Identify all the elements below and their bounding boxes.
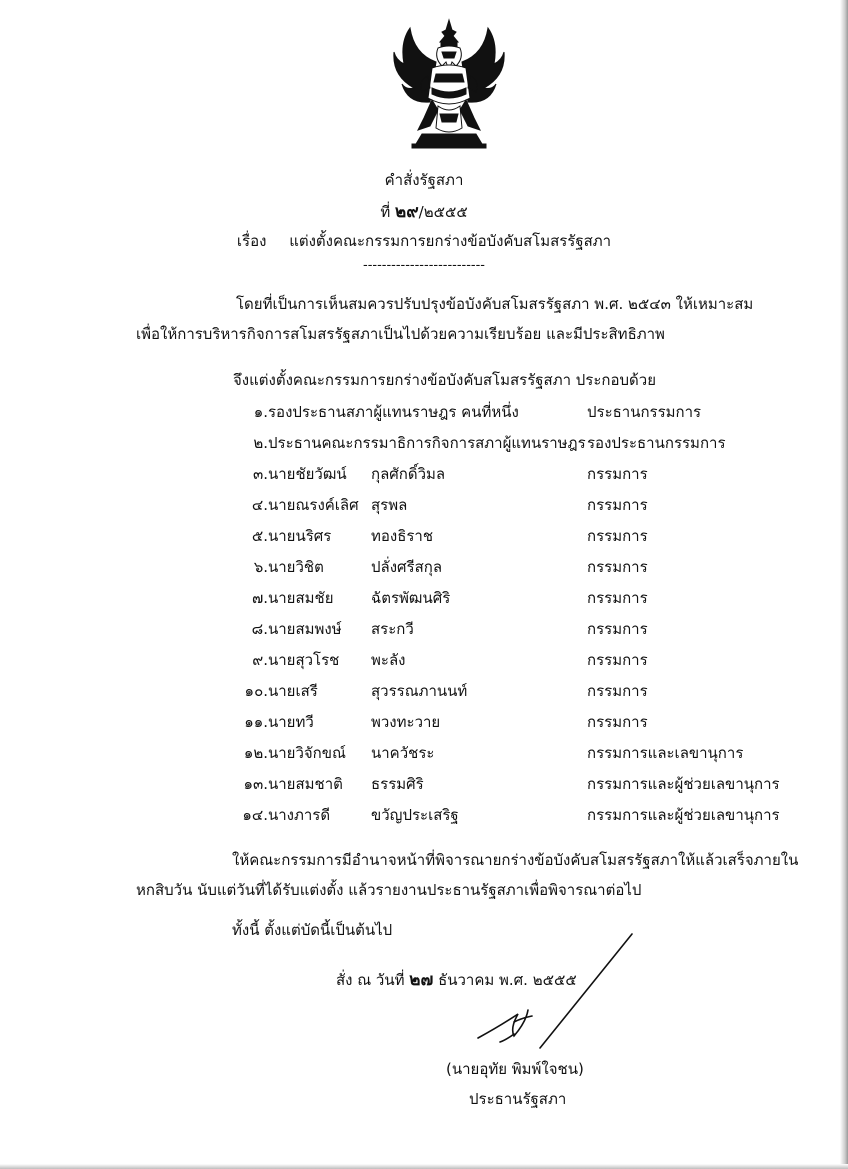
paragraph-3-line-2: หกสิบวัน นับแต่วันที่ได้รับแต่งตั้ง แล้วรายงานประธานรัฐสภาเพื่อพิจารณาต่อไป [136,881,642,899]
member-row [0,803,848,829]
paragraph-1-line-1: โดยที่เป็นการเห็นสมควรปรับปรุงข้อบังคับสโมสรรัฐสภา พ.ศ. ๒๕๔๓ ให้เหมาะสม [236,295,754,313]
member-surname: สุรพล [371,496,408,514]
member-row [0,462,848,488]
member-number: ๑. [253,403,268,421]
member-role: กรรมการและผู้ช่วยเลขานุการ [587,806,780,824]
member-name: นายเสรี [268,682,318,700]
member-surname: ทองธิราช [371,527,434,545]
paragraph-4: ทั้งนี้ ตั้งแต่บัดนี้เป็นต้นไป [232,921,393,939]
member-number: ๑๓. [243,775,268,793]
member-row [0,617,848,643]
member-number: ๔. [251,496,268,514]
member-surname: สุวรรณภานนท์ [371,682,468,700]
member-row [0,679,848,705]
member-name: นายนริศร [268,527,332,545]
number-suffix: /๒๕๕๕ [418,203,468,221]
number-handwritten: ๒๙ [395,202,419,222]
member-number: ๕. [251,527,268,545]
member-role: กรรมการ [587,682,648,700]
member-role: กรรมการ [587,527,648,545]
member-number: ๖. [253,558,268,576]
paragraph-3-line-1: ให้คณะกรรมการมีอำนาจหน้าที่พิจารณายกร่างข้อบังคับสโมสรรัฐสภาให้แล้วเสร็จภายใน [232,851,799,869]
member-role: รองประธานกรรมการ [587,434,726,452]
member-surname: ขวัญประเสริฐ [371,806,459,824]
member-number: ๗. [251,589,268,607]
member-row [0,555,848,581]
member-number: ๓. [252,465,268,483]
member-row [0,648,848,674]
garuda-emblem-icon [392,18,506,150]
member-role: กรรมการและผู้ช่วยเลขานุการ [587,775,780,793]
member-role: กรรมการ [587,651,648,669]
member-name: นายสมพงษ์ [268,620,342,638]
paragraph-2: จึงแต่งตั้งคณะกรรมการยกร่างข้อบังคับสโมสรรัฐสภา ประกอบด้วย [233,371,656,389]
member-number: ๙. [252,651,268,669]
document-subject [0,229,848,253]
given-prefix: สั่ง ณ วันที่ [336,971,405,989]
number-prefix: ที่ [380,203,391,221]
page-edge-shadow-bottom [0,1164,848,1169]
separator-line: -------------------------- [363,258,485,273]
member-row [0,710,848,736]
member-name: นายสมชัย [268,589,334,607]
member-row [0,772,848,798]
subject-text: แต่งตั้งคณะกรรมการยกร่างข้อบังคับสโมสรรัฐสภา [289,232,612,250]
subject-label: เรื่อง [236,232,267,250]
member-name: นายสุวโรช [268,651,340,669]
member-name: ประธานคณะกรรมาธิการกิจการสภาผู้แทนราษฎร [268,434,586,452]
member-role: กรรมการ [587,496,648,514]
member-surname: ปลั่งศรีสกุล [371,558,443,576]
member-number: ๘. [251,620,268,638]
member-role: กรรมการ [587,620,648,638]
member-role: ประธานกรรมการ [587,403,702,421]
signer-title: ประธานรัฐสภา [469,1090,567,1108]
member-name: นายวิชิต [268,558,324,576]
member-surname: พะลัง [371,651,406,669]
document-number [0,198,848,225]
member-name: นายสมชาติ [268,775,343,793]
member-surname: ฉัตรพัฒนศิริ [371,589,451,607]
member-number: ๑๑. [244,713,268,731]
member-name: รองประธานสภาผู้แทนราษฎร คนที่หนึ่ง [268,403,519,421]
paragraph-1-line-2: เพื่อให้การบริหารกิจการสโมสรรัฐสภาเป็นไปด้วยความเรียบร้อย และมีประสิทธิภาพ [136,325,665,343]
member-surname: นาควัชระ [371,744,435,762]
member-name: นายชัยวัฒน์ [268,465,347,483]
member-name: นายวิจักขณ์ [268,744,346,762]
member-number: ๑๐. [244,682,268,700]
member-surname: กุลศักดิ์วิมล [371,465,446,483]
member-surname: ธรรมศิริ [371,775,424,793]
member-number: ๒. [253,434,268,452]
given-suffix: ธันวาคม พ.ศ. ๒๕๕๕ [438,971,577,989]
page-edge-shadow [840,0,848,1169]
member-name: นางภารดี [268,806,331,824]
given-day: ๒๗ [409,970,434,990]
member-row [0,493,848,519]
member-name: นายทวี [268,713,314,731]
member-role: กรรมการและเลขานุการ [587,744,744,762]
member-surname: พวงทะวาย [371,713,441,731]
member-row [0,431,848,457]
signer-name: (นายอุทัย พิมพ์ใจชน) [446,1060,584,1078]
member-name: นายณรงค์เลิศ [268,496,359,514]
member-row [0,524,848,550]
handwritten-signature-icon [470,930,640,1050]
member-number: ๑๒. [243,744,268,762]
member-surname: สระกวี [371,620,414,638]
member-row [0,586,848,612]
member-role: กรรมการ [587,465,648,483]
member-row [0,400,848,426]
member-role: กรรมการ [587,713,648,731]
member-row [0,741,848,767]
member-role: กรรมการ [587,589,648,607]
member-number: ๑๔. [242,806,268,824]
member-role: กรรมการ [587,558,648,576]
document-title: คำสั่งรัฐสภา [384,171,464,189]
